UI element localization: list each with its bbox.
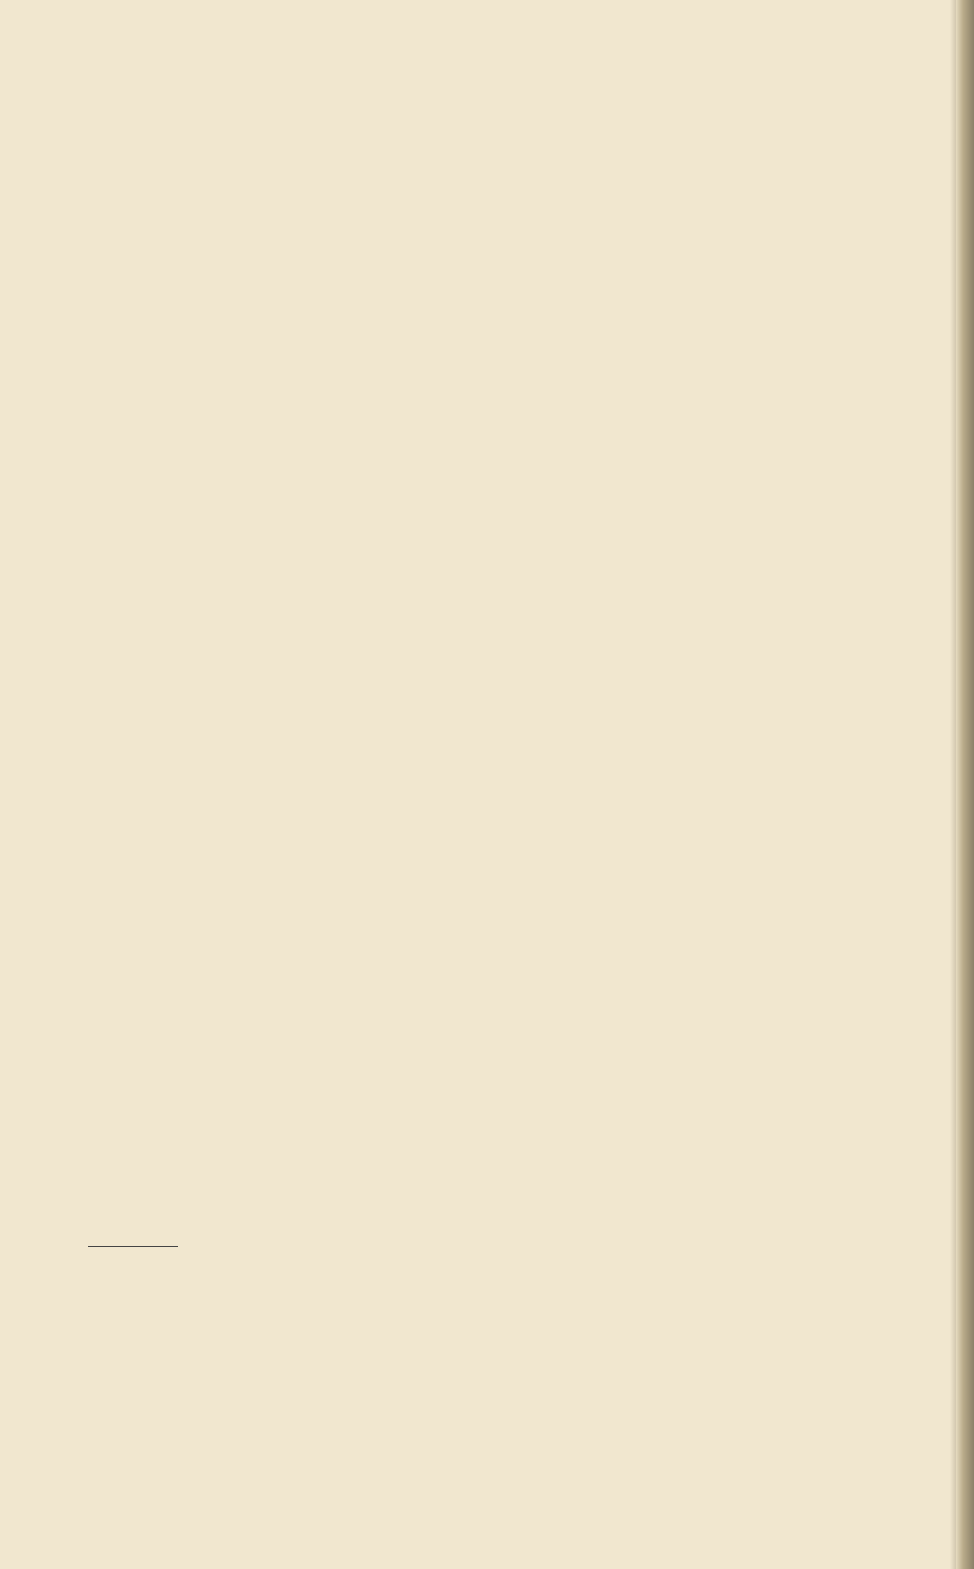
page-edge	[956, 0, 974, 1569]
page-header	[88, 94, 868, 124]
footnote-rule	[88, 1246, 178, 1247]
